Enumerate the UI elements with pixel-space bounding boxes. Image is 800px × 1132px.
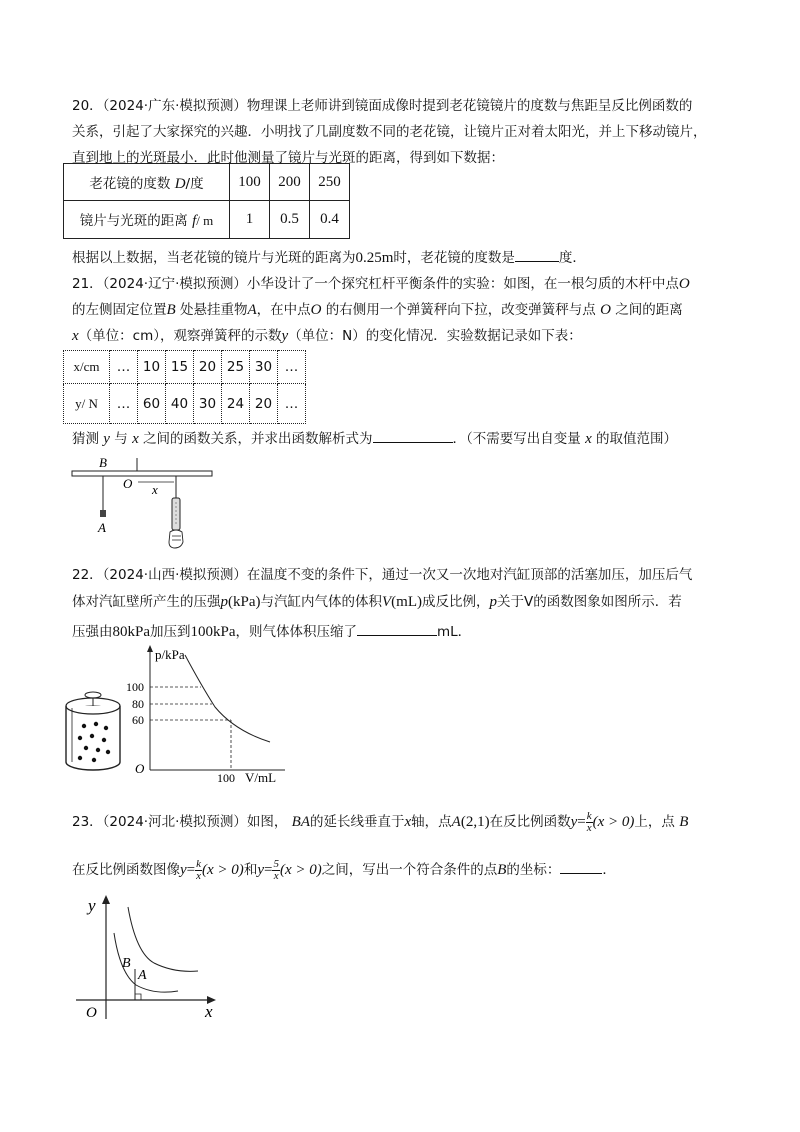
wooden-rod <box>72 471 212 476</box>
hand-icon <box>169 530 183 548</box>
q21-y-value: 20 <box>250 384 278 424</box>
right-angle-mark <box>135 994 141 1000</box>
q20-f-value: 0.5 <box>270 201 310 239</box>
q21-y-value: 30 <box>194 384 222 424</box>
y-axis-label: p/kPa <box>155 647 185 662</box>
y-tick-label: 80 <box>132 697 144 711</box>
q20-line-3: 直到地上的光斑最小．此时他测量了镜片与光斑的距离，得到如下数据： <box>72 150 504 166</box>
label-x: x <box>152 482 158 497</box>
q21-guess: 猜测 y 与 x 之间的函数关系，并求出函数解析式为 ．（不需要写出自变量 x 的取值范围） <box>72 427 677 448</box>
q22-line-1: 22．（2024·山西·模拟预测）在温度不变的条件下，通过一次又一次地对汽缸顶部的活塞加压，加压后气 <box>72 567 693 583</box>
q21-x-value: 25 <box>222 351 250 384</box>
q21-y-value: 40 <box>166 384 194 424</box>
q20-question: 根据以上数据，当老花镜的镜片与光斑的距离为0.25m时，老花镜的度数是 度． <box>72 246 586 267</box>
five-over-x-fraction: $\frac{5}{x}$ <box>273 857 279 882</box>
label-b: B <box>99 455 107 470</box>
q20-f-value: 1 <box>230 201 270 239</box>
y-axis-label: y <box>88 896 96 915</box>
label-o: O <box>123 476 133 491</box>
point-b-label: B <box>122 956 131 971</box>
q21-y-value: 60 <box>138 384 166 424</box>
q21-x-label: x/cm <box>64 351 110 384</box>
q20-row2-label: 镜片与光斑的距离 f/ m <box>64 201 230 239</box>
q22-line-3: 压强由80kPa加压到100kPa，则气体体积压缩了 mL． <box>72 620 471 641</box>
y-axis-arrow-icon <box>102 895 110 904</box>
answer-blank[interactable] <box>373 428 453 443</box>
x-tick-label: 100 <box>217 771 235 785</box>
q23-line-2: 在反比例函数图像y= $\frac{k}{x}$ (x > 0)和y= $\frac{5}{x}$ (x > 0)之间，写出一个符合条件的点B的坐标： ． <box>72 857 616 882</box>
q20-line-2: 关系，引起了大家探究的兴趣．小明找了几副度数不同的老花镜，让镜片正对着太阳光，并上下移动镜片， <box>72 124 707 140</box>
k-over-x-fraction: $\frac{k}{x}$ <box>586 809 592 834</box>
q21-y-value: … <box>278 384 306 424</box>
answer-blank[interactable] <box>357 621 437 636</box>
cylinder-figure <box>60 690 126 772</box>
q21-line-2: 的左侧固定位置B 处悬挂重物A，在中点O 的右侧用一个弹簧秤向下拉，改变弹簧秤与点 O 之间的距离 <box>72 302 683 318</box>
q20-d-value: 100 <box>230 164 270 201</box>
answer-blank[interactable] <box>560 859 602 874</box>
pressure-volume-graph <box>125 645 295 785</box>
q21-x-value: 20 <box>194 351 222 384</box>
q20-d-value: 200 <box>270 164 310 201</box>
y-tick-label: 100 <box>126 680 144 694</box>
q20-d-value: 250 <box>310 164 350 201</box>
q21-data-table <box>63 350 306 424</box>
x-axis-label: x <box>205 1002 213 1021</box>
answer-blank[interactable] <box>515 247 559 262</box>
piston-knob <box>85 692 101 698</box>
q21-line-1: 21．（2024·辽宁·模拟预测）小华设计了一个探究杠杆平衡条件的实验：如图，在一根匀质的木杆中点O <box>72 276 690 292</box>
q21-y-value: … <box>110 384 138 424</box>
q22-line-2: 体对汽缸壁所产生的压强p(kPa)与汽缸内气体的体积V(mL)成反比例，p关于V的函数图象如图所示．若 <box>72 594 682 610</box>
q20-f-value: 0.4 <box>310 201 350 239</box>
q20-data-table <box>63 163 350 239</box>
k-over-x-fraction: $\frac{k}{x}$ <box>196 857 202 882</box>
q21-x-value: 10 <box>138 351 166 384</box>
q20-row1-label: 老花镜的度数 D/度 <box>64 164 230 201</box>
inverse-curve <box>185 655 270 742</box>
q21-x-value: … <box>278 351 306 384</box>
origin-label: O <box>135 761 145 776</box>
q21-x-value: … <box>110 351 138 384</box>
lever-figure <box>66 452 216 554</box>
y-tick-label: 60 <box>132 713 144 727</box>
outer-curve <box>128 907 198 971</box>
x-axis-label: V/mL <box>245 770 277 785</box>
q21-y-value: 24 <box>222 384 250 424</box>
origin-label: O <box>86 1005 97 1021</box>
q21-line-3: x（单位：cm），观察弹簧秤的示数y（单位：N）的变化情况．实验数据记录如下表： <box>72 328 582 344</box>
point-a-label: A <box>138 968 147 983</box>
weight-a <box>100 510 106 517</box>
q23-line-1: 23．（2024·河北·模拟预测）如图， BA的延长线垂直于x轴，点A(2,1)在反比例函数y= $\frac{k}{x}$ (x > 0)上，点 B <box>72 809 689 834</box>
label-a: A <box>98 520 106 535</box>
q21-x-value: 30 <box>250 351 278 384</box>
y-axis-arrow-icon <box>147 645 153 652</box>
q21-x-value: 15 <box>166 351 194 384</box>
inverse-function-figure <box>74 893 234 1028</box>
q20-line-1: 20．（2024·广东·模拟预测）物理课上老师讲到镜面成像时提到老花镜镜片的度数与焦距呈反比例函数的 <box>72 98 693 114</box>
q21-y-label: y/ N <box>64 384 110 424</box>
